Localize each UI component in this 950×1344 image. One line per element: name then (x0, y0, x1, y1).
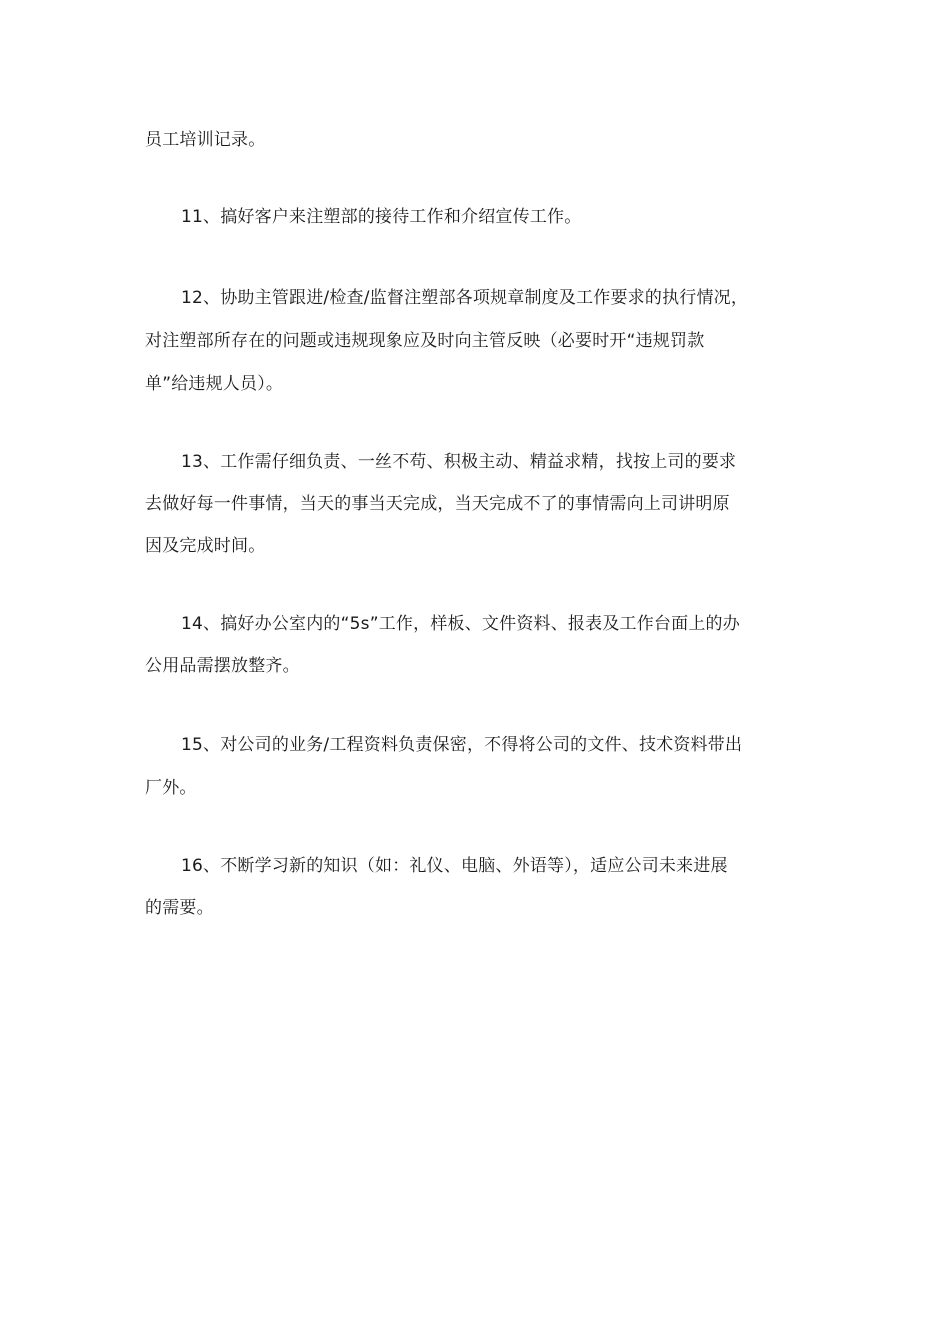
paragraph-16-line-2: 的需要。 (145, 898, 214, 918)
paragraph-13-line-1: 13、工作需仔细负责、一丝不苟、积极主动、精益求精，找按上司的要求 (181, 452, 737, 472)
paragraph-11: 11、搞好客户来注塑部的接待工作和介绍宣传工作。 (181, 207, 582, 227)
paragraph-15-line-1: 15、对公司的业务/工程资料负责保密，不得将公司的文件、技术资料带出 (181, 735, 743, 755)
paragraph-12-line-2: 对注塑部所存在的问题或违规现象应及时向主管反映（必要时开“违规罚款 (145, 331, 705, 351)
paragraph-14-line-1: 14、搞好办公室内的“5s”工作，样板、文件资料、报表及工作台面上的办 (181, 614, 740, 634)
paragraph-13-line-2: 去做好每一件事情，当天的事当天完成，当天完成不了的事情需向上司讲明原 (145, 494, 730, 514)
paragraph-16-line-1: 16、不断学习新的知识（如：礼仪、电脑、外语等），适应公司未来进展 (181, 856, 728, 876)
paragraph-12-line-3: 单”给违规人员）。 (145, 374, 284, 394)
paragraph-13-line-3: 因及完成时间。 (145, 536, 266, 556)
paragraph-14-line-2: 公用品需摆放整齐。 (145, 656, 300, 676)
paragraph-10-tail: 员工培训记录。 (145, 130, 266, 150)
paragraph-15-line-2: 厂外。 (145, 778, 197, 798)
paragraph-12-line-1: 12、协助主管跟进/检查/监督注塑部各项规章制度及工作要求的执行情况， (181, 288, 749, 308)
